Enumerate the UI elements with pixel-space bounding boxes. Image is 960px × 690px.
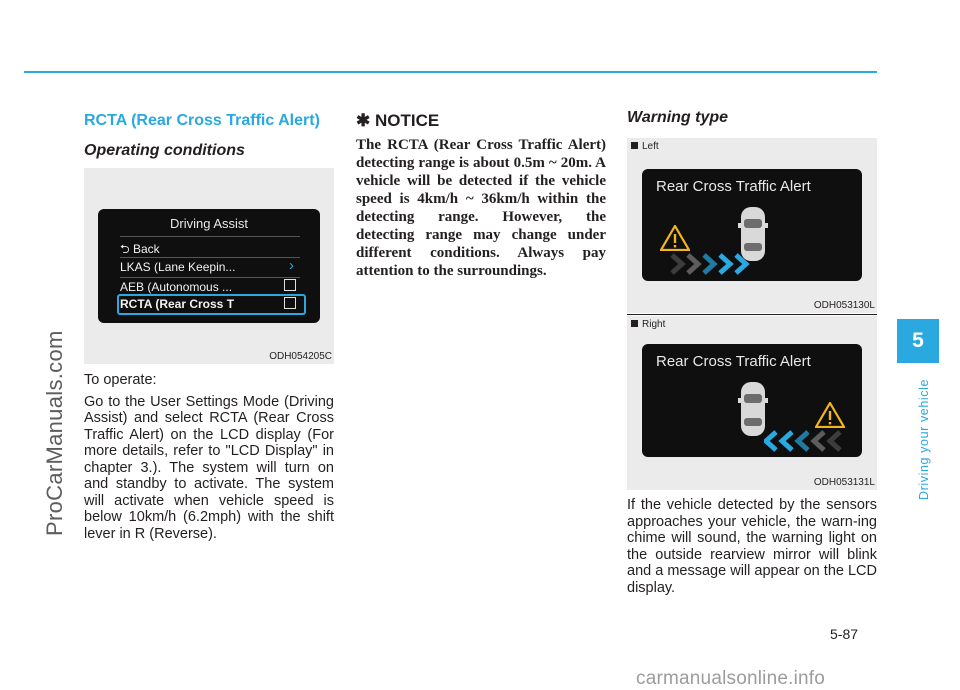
figure-code: ODH053130L <box>813 300 875 311</box>
section-title: RCTA (Rear Cross Traffic Alert) <box>84 112 320 129</box>
driving-assist-figure <box>84 168 334 364</box>
lcd-screen <box>642 344 862 457</box>
figure-separator <box>627 314 877 315</box>
side-watermark: ProCarManuals.com <box>42 330 67 536</box>
right-column <box>627 100 877 596</box>
approach-arrows-icon <box>670 253 752 275</box>
warning-triangle-icon <box>660 225 690 251</box>
figure-code: ODH053131L <box>813 477 875 488</box>
left-warning-figure <box>627 138 877 313</box>
left-column <box>84 100 334 542</box>
figure-code: ODH054205C <box>269 351 332 362</box>
checkbox-checked-icon <box>284 297 296 309</box>
warning-type-heading: Warning type <box>627 109 729 126</box>
chapter-tab: 5 <box>897 319 939 363</box>
chevron-right-icon: › <box>289 257 294 274</box>
approach-arrows-icon <box>764 430 846 452</box>
chapter-title: Driving your vehicle <box>917 378 931 500</box>
right-warning-figure <box>627 316 877 490</box>
left-label: Left <box>627 138 877 152</box>
alert-title: Rear Cross Traffic Alert <box>656 353 811 370</box>
divider <box>120 277 300 278</box>
top-rule <box>24 71 877 73</box>
notice-title: ✱ NOTICE <box>356 111 440 130</box>
footer-watermark: carmanualsonline.info <box>636 668 826 689</box>
checkbox-checked-icon <box>284 279 296 291</box>
notice-body: The RCTA (Rear Cross Traffic Alert) detecting range is about 0.5m ~ 20m. A vehicle will be detected if the vehicle speed is 4km/h ~ 36km/h within the detecting range. However, the detecting range may change under different conditions. Always pay attention to the surroundings. <box>356 137 606 279</box>
lcd-screen <box>642 169 862 281</box>
page-number: 5-87 <box>830 626 859 642</box>
left-body: Go to the User Settings Mode (Driving Assist) and select RCTA (Rear Cross Traffic Alert) on the LCD display (For more details, refer to "LCD Display" in chapter 3.). The system will turn on and standby to activate. The system will activate when vehicle speed is below 10km/h (6.2mph) with the shift lever in R (Reverse). <box>84 393 334 542</box>
alert-title: Rear Cross Traffic Alert <box>656 178 811 195</box>
right-label: Right <box>627 316 877 330</box>
menu-rcta: RCTA (Rear Cross T <box>120 297 235 311</box>
divider <box>120 236 300 237</box>
lcd-screen <box>98 209 320 323</box>
warning-triangle-icon <box>815 402 845 428</box>
middle-column <box>356 100 606 280</box>
divider <box>120 257 300 258</box>
to-operate: To operate: <box>84 372 157 388</box>
operating-conditions-heading: Operating conditions <box>84 142 245 159</box>
menu-lkas: LKAS (Lane Keepin... <box>120 260 236 274</box>
menu-back: ⮌ Back <box>120 242 160 256</box>
right-body: If the vehicle detected by the sensors approaches your vehicle, the warn-ing chime will sound, the warning light on the outside rearview mirror will blink and a message will appear on the LCD display. <box>627 497 877 596</box>
screen-title: Driving Assist <box>169 216 249 231</box>
menu-aeb: AEB (Autonomous ... <box>120 280 233 294</box>
